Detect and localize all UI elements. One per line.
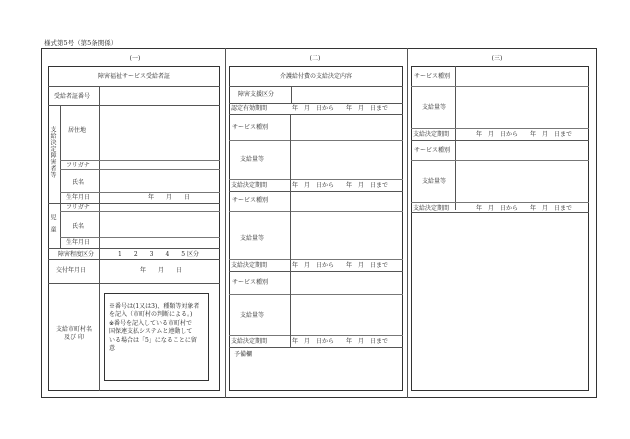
service-type-label: サービス種別 bbox=[232, 279, 269, 286]
birthdate-value: 年 月 日 bbox=[148, 194, 191, 201]
decision-period-value: 年 月 日から 年 月 日まで bbox=[476, 131, 573, 138]
decision-period-label: 支給決定期間 bbox=[413, 131, 450, 138]
column-heading-3: (三) bbox=[491, 55, 503, 62]
amount-label: 支給量等 bbox=[240, 235, 265, 242]
validity-period-value: 年 月 日から 年 月 日まで bbox=[292, 105, 389, 112]
column-heading-2: (二) bbox=[309, 55, 321, 62]
decision-period-value: 年 月 日から 年 月 日まで bbox=[292, 262, 389, 269]
service-type-label: サービス種別 bbox=[414, 73, 451, 80]
decision-period-label: 支給決定期間 bbox=[231, 262, 268, 269]
service-type-label: サービス種別 bbox=[232, 197, 269, 204]
decision-period-value: 年 月 日から 年 月 日まで bbox=[292, 182, 389, 189]
birthdate-label: 生年月日 bbox=[66, 194, 91, 201]
amount-label: 支給量等 bbox=[422, 178, 447, 185]
issue-date-label: 交付年月日 bbox=[56, 267, 87, 274]
validity-period-label: 認定有効期間 bbox=[231, 105, 268, 112]
child-birthdate-label: 生年月日 bbox=[66, 239, 91, 246]
remarks-label: 予備欄 bbox=[234, 351, 253, 358]
child-group-label: 児童 bbox=[49, 214, 56, 238]
amount-label: 支給量等 bbox=[240, 312, 265, 319]
panel-3-benefit-continuation bbox=[411, 66, 589, 391]
notes-text: ※番号は(1又は3)、種類等対象者 を記入（市町村の判断による。) ※番号を記入している市町村で 国保連支払システムと連動して いる場合は「5」になることに留 意 bbox=[109, 303, 200, 353]
service-type-label: サービス種別 bbox=[232, 124, 269, 131]
municipality-label: 支給市町村名 及び 印 bbox=[55, 326, 92, 342]
child-name-label: 氏名 bbox=[72, 223, 85, 230]
decision-period-label: 支給決定期間 bbox=[413, 205, 450, 212]
amount-label: 支給量等 bbox=[240, 156, 265, 163]
certificate-title: 障害福祉サービス受給者証 bbox=[97, 73, 170, 80]
benefit-decision-title: 介護給付費の支給決定内容 bbox=[279, 73, 352, 80]
issue-date-value: 年 月 日 bbox=[140, 267, 183, 274]
child-furigana-label: フリガナ bbox=[66, 204, 90, 211]
column-divider-1 bbox=[225, 48, 226, 398]
disability-class-values: 1 2 3 4 5 区分 bbox=[118, 251, 199, 258]
disability-class-label: 障害程度区分 bbox=[58, 251, 95, 258]
service-type-label: サービス種別 bbox=[414, 147, 451, 154]
support-class-label: 障害支援区分 bbox=[238, 91, 275, 98]
decision-period-label: 支給決定期間 bbox=[231, 338, 268, 345]
amount-label: 支給量等 bbox=[422, 104, 447, 111]
form-number-label: 様式第5号（第5条関係） bbox=[44, 39, 118, 47]
decision-period-value: 年 月 日から 年 月 日まで bbox=[292, 338, 389, 345]
decision-period-value: 年 月 日から 年 月 日まで bbox=[476, 205, 573, 212]
column-divider-2 bbox=[407, 48, 408, 398]
name-label: 氏名 bbox=[72, 179, 85, 186]
recipient-number-label: 受給者証番号 bbox=[54, 93, 91, 100]
address-label: 居住地 bbox=[68, 127, 87, 134]
applicant-group-label: 支給決定障害者等 bbox=[49, 126, 56, 178]
furigana-label: フリガナ bbox=[66, 162, 90, 169]
decision-period-label: 支給決定期間 bbox=[231, 182, 268, 189]
column-heading-1: (一) bbox=[129, 55, 141, 62]
